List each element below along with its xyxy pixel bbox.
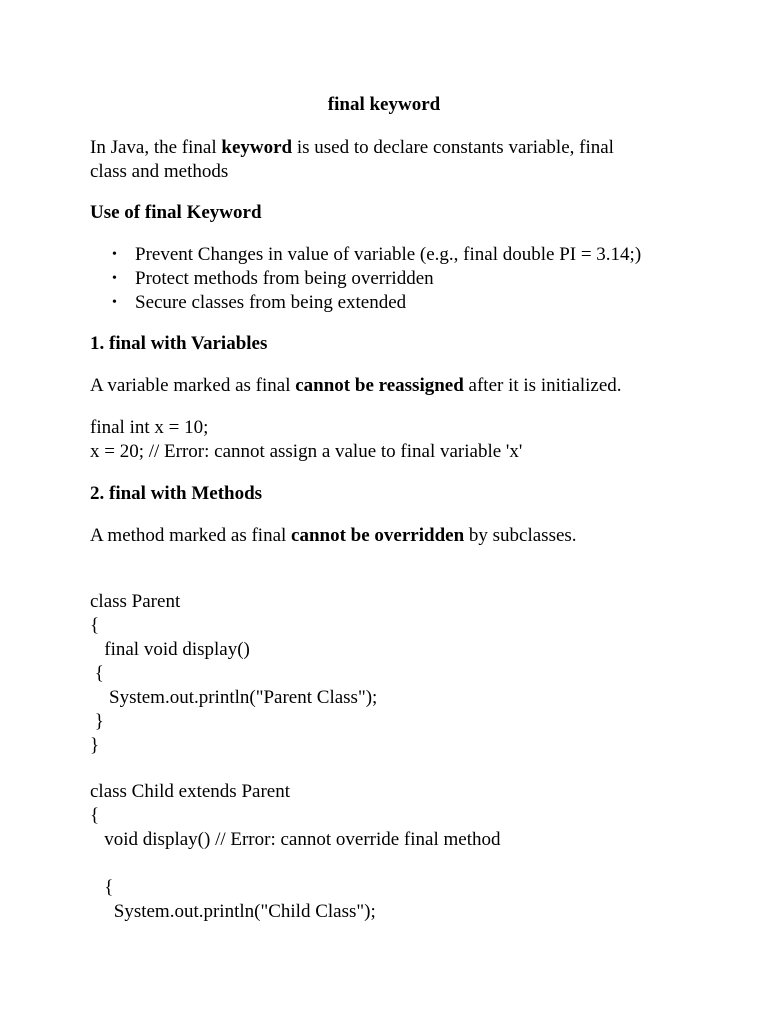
parent-code-line: class Parent — [90, 591, 181, 612]
section1-text-bold: cannot be reassigned — [295, 375, 464, 396]
section1-code-line: x = 20; // Error: cannot assign a value to final variable 'x' — [90, 441, 523, 462]
section2-text-before: A method marked as final — [90, 525, 292, 546]
parent-code-line: System.out.println("Parent Class"); — [90, 687, 378, 708]
intro-line-1 — [90, 136, 614, 160]
parent-code-line: { — [90, 663, 104, 684]
intro-text-after: is used to declare constants variable, final — [292, 137, 614, 158]
child-code-line: { — [90, 805, 100, 826]
child-code-line: class Child extends Parent — [90, 781, 290, 802]
intro-line-2: class and methods — [90, 161, 229, 182]
section2-text — [90, 524, 577, 548]
use-bullet-list — [90, 243, 641, 315]
bullet-dot-icon: • — [112, 247, 117, 262]
use-heading: Use of final Keyword — [90, 202, 262, 223]
section1-text — [90, 374, 622, 398]
parent-code-line: } — [90, 711, 104, 732]
bullet-text: Secure classes from being extended — [135, 292, 407, 313]
bullet-text: Prevent Changes in value of variable (e.g., final double PI = 3.14;) — [135, 244, 642, 265]
section2-text-bold: cannot be overridden — [291, 525, 465, 546]
child-code-line: System.out.println("Child Class"); — [90, 901, 376, 922]
intro-bold-keyword: keyword — [221, 137, 293, 158]
child-code-line: void display() // Error: cannot override final method — [90, 829, 501, 850]
intro-text-before: In Java, the final — [90, 137, 222, 158]
section1-text-before: A variable marked as final — [90, 375, 296, 396]
bullet-dot-icon: • — [112, 295, 117, 310]
bullet-item — [90, 243, 641, 267]
section1-text-after: after it is initialized. — [463, 375, 622, 396]
bullet-dot-icon: • — [112, 271, 117, 286]
section2-heading: 2. final with Methods — [90, 483, 263, 504]
section1-heading: 1. final with Variables — [90, 333, 268, 354]
parent-code-line: final void display() — [90, 639, 250, 660]
bullet-item — [90, 291, 641, 315]
parent-code-line: } — [90, 735, 100, 756]
document-title: final keyword — [327, 94, 441, 115]
child-code-line: { — [90, 877, 114, 898]
bullet-item — [90, 267, 641, 291]
bullet-text: Protect methods from being overridden — [135, 268, 434, 289]
parent-code-line: { — [90, 615, 100, 636]
section1-code-line: final int x = 10; — [90, 417, 209, 438]
section2-text-after: by subclasses. — [464, 525, 577, 546]
